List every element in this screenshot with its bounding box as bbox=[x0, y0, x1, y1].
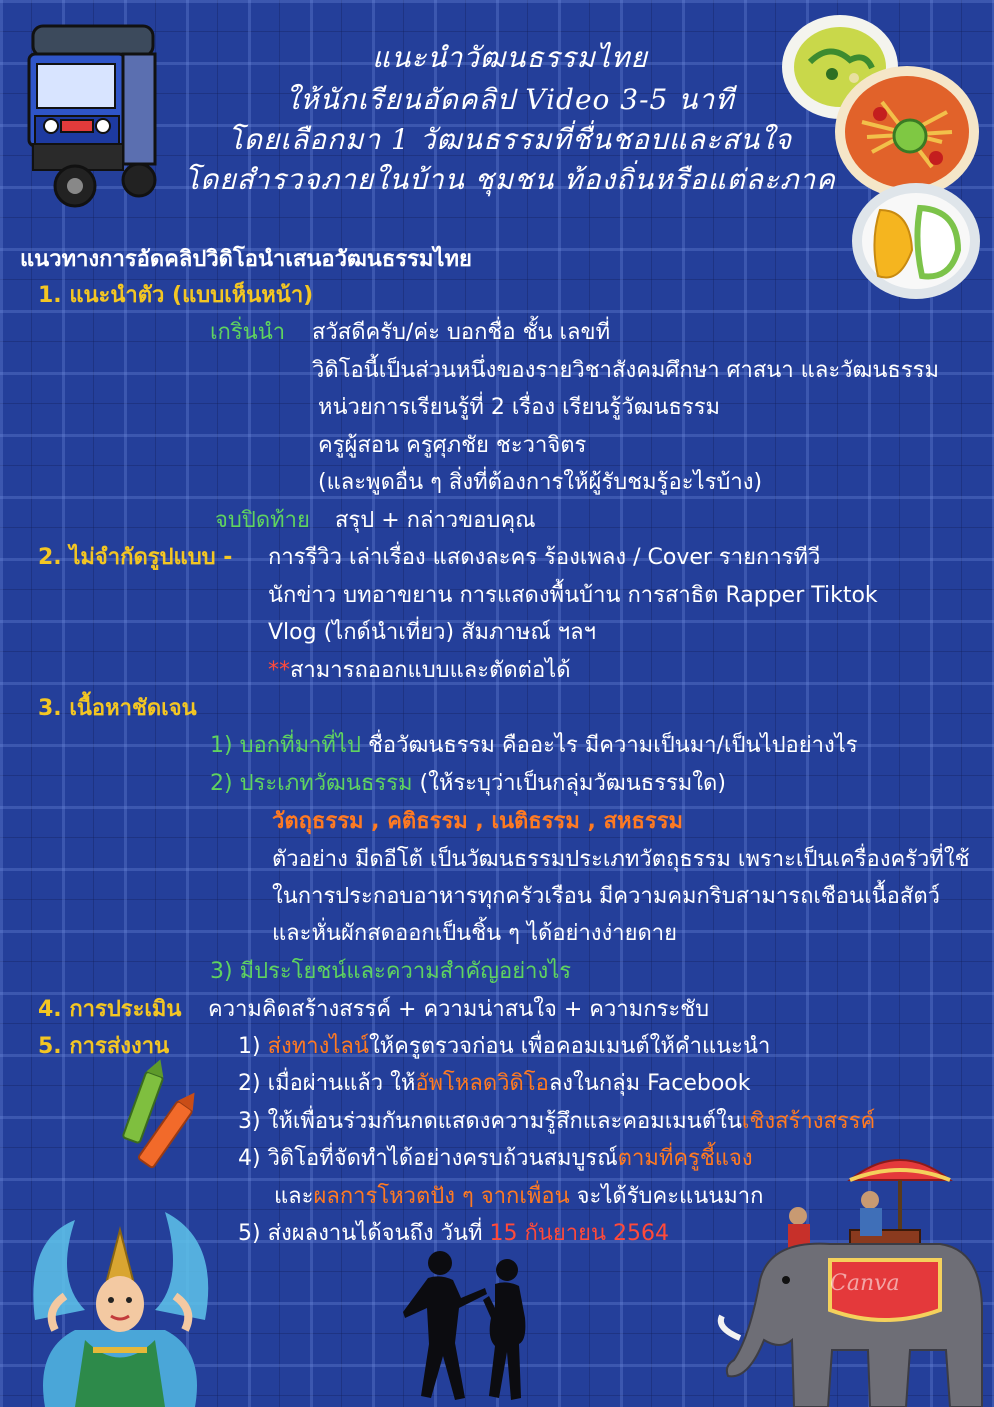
format-line: การรีวิว เล่าเรื่อง แสดงละคร ร้องเพลง / Cover รายการทีวี bbox=[268, 545, 821, 570]
title-line-3: โดยเลือกมา 1 วัฒนธรรมที่ชื่นชอบและสนใจ bbox=[227, 123, 793, 156]
content-item-3: 3) มีประโยชน์และความสำคัญอย่างไร bbox=[210, 959, 572, 984]
section-5-label: 5. การส่งงาน bbox=[38, 1034, 170, 1059]
section-4-label: 4. การประเมิน bbox=[38, 997, 182, 1022]
title-line-4: โดยสำรวจภายในบ้าน ชุมชน ท้องถิ่นหรือแต่ละภาค bbox=[184, 163, 836, 196]
format-note bbox=[268, 656, 571, 686]
submit-step-4: 4) วิดิโอที่จัดทำได้อย่างครบถ้วนสมบูรณ์ตามที่ครูชี้แจง bbox=[238, 1146, 753, 1171]
intro-line: วิดิโอนี้เป็นส่วนหนึ่งของรายวิชาสังคมศึกษา ศาสนา และวัฒนธรรม bbox=[312, 358, 939, 383]
item-1-label: 1) บอกที่มาที่ไป bbox=[210, 733, 361, 758]
intro-line: ครูผู้สอน ครูศุภชัย ชะวาจิตร bbox=[318, 433, 587, 458]
item-1-text: ชื่อวัฒนธรรม คืออะไร มีความเป็นมา/เป็นไปอย่างไร bbox=[360, 733, 858, 758]
example-line: และหั่นผักสดออกเป็นชิ้น ๆ ได้อย่างง่ายดาย bbox=[272, 921, 678, 946]
end-text: สรุป + กล่าวขอบคุณ bbox=[335, 508, 536, 533]
canva-watermark: Canva bbox=[830, 1271, 900, 1296]
submit-step-3: 3) ให้เพื่อนร่วมกันกดแสดงความรู้สึกและคอมเมนต์ในเชิงสร้างสรรค์ bbox=[238, 1109, 876, 1134]
example-line: ตัวอย่าง มีดอีโต้ เป็นวัฒนธรรมประเภทวัตถุธรรม เพราะเป็นเครื่องครัวที่ใช้ bbox=[272, 847, 970, 872]
title-line-1: แนะนำวัฒนธรรมไทย bbox=[372, 41, 648, 74]
intro-label: เกริ่นนำ bbox=[210, 320, 286, 345]
submit-step-4-cont: และผลการโหวตปัง ๆ จากเพื่อน จะได้รับคะแนนมาก bbox=[274, 1184, 764, 1209]
mango-sticky-rice-plate-icon bbox=[850, 180, 982, 302]
evaluation-text: ความคิดสร้างสรรค์ + ความน่าสนใจ + ความกระชับ bbox=[208, 997, 710, 1022]
content-item-1 bbox=[210, 731, 858, 761]
crayons-icon bbox=[112, 1062, 202, 1177]
format-line: นักข่าว บทอาขยาน การแสดงพื้นบ้าน การสาธิต Rapper Tiktok bbox=[268, 583, 878, 608]
content-item-2 bbox=[210, 769, 726, 799]
section-2-label: 2. ไม่จำกัดรูปแบบ - bbox=[38, 545, 233, 570]
elephant-ride-icon bbox=[720, 1140, 990, 1407]
intro-line: หน่วยการเรียนรู้ที่ 2 เรื่อง เรียนรู้วัฒนธรรม bbox=[318, 395, 721, 420]
end-label: จบปิดท้าย bbox=[215, 508, 310, 533]
deadline-date: 15 กันยายน 2564 bbox=[489, 1221, 669, 1246]
submit-step-5: 5) ส่งผลงานได้จนถึง วันที่ 15 กันยายน 2564 bbox=[238, 1221, 669, 1246]
thai-dancer-icon bbox=[15, 1200, 225, 1407]
item-2-label: 2) ประเภทวัฒนธรรม bbox=[210, 771, 413, 796]
note-mark: ** bbox=[268, 658, 290, 683]
submit-step-2: 2) เมื่อผ่านแล้ว ให้อัพโหลดวิดิโอลงในกลุ่ม Facebook bbox=[238, 1071, 751, 1096]
section-3-label: 3. เนื้อหาชัดเจน bbox=[38, 696, 197, 721]
submit-step-1: 1) ส่งทางไลน์ให้ครูตรวจก่อน เพื่อคอมเมนต์ให้คำแนะนำ bbox=[238, 1034, 771, 1059]
intro-line: สวัสดีครับ/ค่ะ บอกชื่อ ชั้น เลขที่ bbox=[312, 320, 611, 345]
note-text: สามารถออกแบบและตัดต่อได้ bbox=[290, 658, 571, 683]
example-line: ในการประกอบอาหารทุกครัวเรือน มีความคมกริบสามารถเชือนเนื้อสัตว์ bbox=[272, 884, 940, 909]
section-1-label: 1. แนะนำตัว (แบบเห็นหน้า) bbox=[38, 283, 314, 308]
section-heading: แนวทางการอัดคลิปวิดิโอนำเสนอวัฒนธรรมไทย bbox=[20, 247, 472, 272]
item-2-text: (ให้ระบุว่าเป็นกลุ่มวัฒนธรรมใด) bbox=[412, 771, 726, 796]
intro-line: (และพูดอื่น ๆ สิ่งที่ต้องการให้ผู้รับชมรู้อะไรบ้าง) bbox=[318, 470, 763, 495]
format-line: Vlog (ไกด์นำเที่ยว) สัมภาษณ์ ฯลฯ bbox=[268, 620, 596, 645]
culture-types: วัตถุธรรม , คติธรรม , เนติธรรม , สหธรรม bbox=[272, 809, 684, 834]
tuk-tuk-icon bbox=[15, 20, 165, 215]
title-line-2: ให้นักเรียนอัดคลิป Video 3-5 นาที bbox=[285, 83, 735, 116]
dancing-couple-icon bbox=[395, 1248, 545, 1407]
